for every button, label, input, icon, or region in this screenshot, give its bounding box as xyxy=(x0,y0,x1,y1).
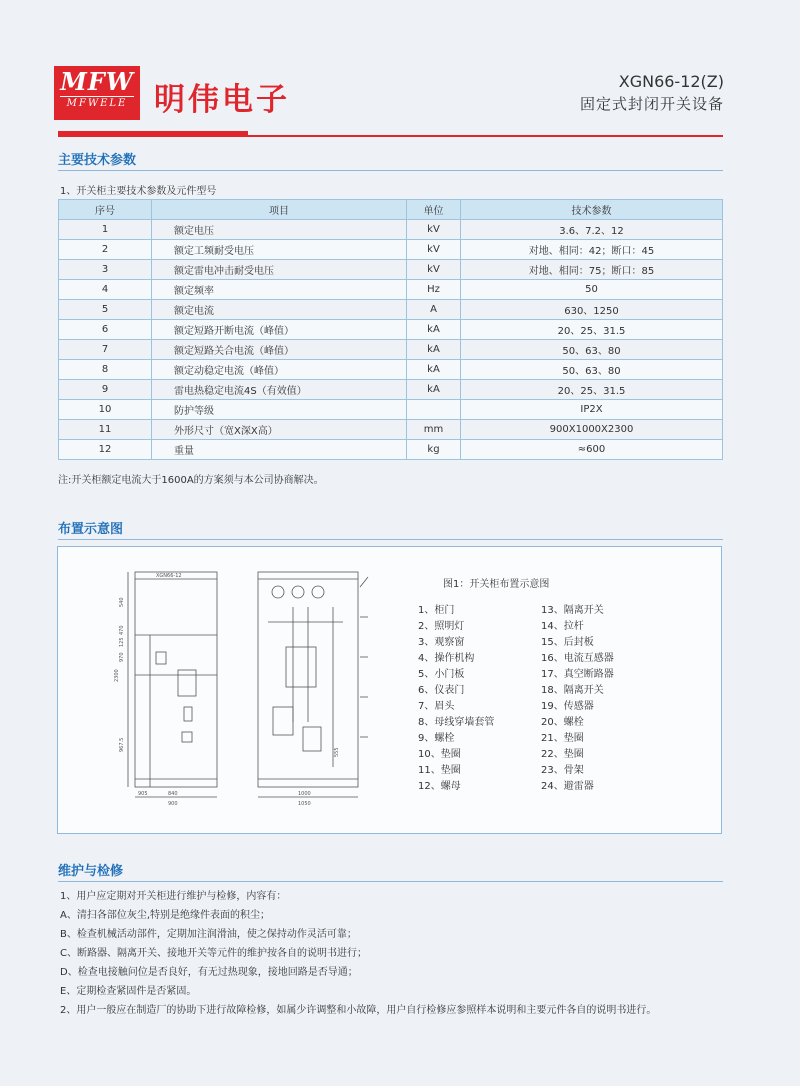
dim-905: 905 xyxy=(138,791,148,797)
column-header: 技术参数 xyxy=(461,200,723,220)
cell-no: 2 xyxy=(59,240,152,260)
cell-no: 1 xyxy=(59,220,152,240)
cell-unit: mm xyxy=(407,420,461,440)
cell-no: 3 xyxy=(59,260,152,280)
cell-value: 对地、相同：42；断口：45 xyxy=(461,240,723,260)
legend-item: 9、螺栓 xyxy=(418,733,455,744)
cell-value: 20、25、31.5 xyxy=(461,320,723,340)
logo-subtext: MFWELE xyxy=(60,96,134,111)
table-row xyxy=(59,360,723,380)
section-title-maintenance: 维护与检修 xyxy=(58,864,124,879)
section-divider xyxy=(58,539,723,540)
cell-item: 额定电压 xyxy=(152,220,407,240)
column-header: 单位 xyxy=(407,200,461,220)
cell-no: 6 xyxy=(59,320,152,340)
cell-value: 50 xyxy=(461,280,723,300)
legend-item: 2、照明灯 xyxy=(418,621,465,632)
legend-item: 23、骨架 xyxy=(541,765,584,776)
legend-item: 12、螺母 xyxy=(418,781,461,792)
legend-item: 3、观察窗 xyxy=(418,637,465,648)
maintenance-line: B、检查机械活动部件，定期加注润滑油，使之保持动作灵活可靠； xyxy=(60,929,357,940)
cell-unit: kA xyxy=(407,340,461,360)
legend-item: 24、避雷器 xyxy=(541,781,594,792)
dim-470: 470 xyxy=(119,625,125,635)
legend-item: 14、拉杆 xyxy=(541,621,584,632)
cell-no: 10 xyxy=(59,400,152,420)
legend-item: 22、垫圈 xyxy=(541,749,584,760)
legend-item: 4、操作机构 xyxy=(418,653,475,664)
dim-1000: 1000 xyxy=(298,791,311,797)
legend-item: 5、小门板 xyxy=(418,669,465,680)
header-divider xyxy=(58,135,723,137)
legend-item: 7、眉头 xyxy=(418,701,455,712)
section-title-specs: 主要技术参数 xyxy=(58,153,137,168)
cell-unit: kg xyxy=(407,440,461,460)
cell-value: 900X1000X2300 xyxy=(461,420,723,440)
cell-value: 20、25、31.5 xyxy=(461,380,723,400)
maintenance-line: A、清扫各部位灰尘,特别是绝缘件表面的积尘； xyxy=(60,910,271,921)
cell-value: 50、63、80 xyxy=(461,340,723,360)
cell-item: 防护等级 xyxy=(152,400,407,420)
cell-unit: Hz xyxy=(407,280,461,300)
front-label: XGN66-12 xyxy=(156,573,182,579)
cell-item: 额定动稳定电流（峰值） xyxy=(152,360,407,380)
section-divider xyxy=(58,881,723,882)
legend-item: 11、垫圈 xyxy=(418,765,461,776)
cell-no: 8 xyxy=(59,360,152,380)
dim-1050: 1050 xyxy=(298,801,311,807)
cell-value: 630、1250 xyxy=(461,300,723,320)
table-row xyxy=(59,400,723,420)
legend-item: 16、电流互感器 xyxy=(541,653,614,664)
dim-970: 970 xyxy=(119,652,125,662)
cell-value: 3.6、7.2、12 xyxy=(461,220,723,240)
figure-caption: 图1：开关柜布置示意图 xyxy=(443,579,550,590)
table-note: 注:开关柜额定电流大于1600A的方案须与本公司协商解决。 xyxy=(58,475,324,486)
table-row xyxy=(59,260,723,280)
side-view xyxy=(258,572,368,807)
column-header: 项目 xyxy=(152,200,407,220)
cell-no: 12 xyxy=(59,440,152,460)
table-caption: 1、开关柜主要技术参数及元件型号 xyxy=(60,186,217,197)
model-name: 固定式封闭开关设备 xyxy=(579,95,724,113)
front-view xyxy=(114,572,217,807)
legend-item: 6、仪表门 xyxy=(418,685,465,696)
cell-item: 额定短路开断电流（峰值） xyxy=(152,320,407,340)
legend-item: 21、垫圈 xyxy=(541,733,584,744)
cell-item: 额定工频耐受电压 xyxy=(152,240,407,260)
dim-540: 540 xyxy=(119,597,125,607)
cell-no: 9 xyxy=(59,380,152,400)
section-title-layout: 布置示意图 xyxy=(58,522,124,537)
table-header-row xyxy=(59,200,723,220)
diagram-panel xyxy=(57,546,722,834)
dim-2300: 2300 xyxy=(114,669,120,682)
cell-item: 重量 xyxy=(152,440,407,460)
table-row xyxy=(59,300,723,320)
table-row xyxy=(59,440,723,460)
legend-item: 1、柜门 xyxy=(418,605,455,616)
maintenance-line: 2、用户一般应在制造厂的协助下进行故障检修，如属少许调整和小故障，用户自行检修应参照样本说明和主要元件各自的说明书进行。 xyxy=(60,1005,657,1016)
legend-item: 18、隔离开关 xyxy=(541,685,604,696)
table-row xyxy=(59,280,723,300)
column-header: 序号 xyxy=(59,200,152,220)
maintenance-line: C、断路器、隔离开关、接地开关等元件的维护按各自的说明书进行； xyxy=(60,948,367,959)
legend-item: 20、螺栓 xyxy=(541,717,584,728)
legend-item: 15、后封板 xyxy=(541,637,594,648)
cell-item: 额定电流 xyxy=(152,300,407,320)
cell-unit: kV xyxy=(407,240,461,260)
dim-840: 840 xyxy=(168,791,178,797)
company-name: 明伟电子 xyxy=(154,82,290,118)
table-row xyxy=(59,340,723,360)
cell-unit: kV xyxy=(407,260,461,280)
table-row xyxy=(59,320,723,340)
cell-item: 额定频率 xyxy=(152,280,407,300)
company-logo xyxy=(54,66,140,120)
cell-unit: kA xyxy=(407,360,461,380)
cell-no: 7 xyxy=(59,340,152,360)
cell-unit: A xyxy=(407,300,461,320)
cell-item: 额定雷电冲击耐受电压 xyxy=(152,260,407,280)
table-row xyxy=(59,220,723,240)
logo-mark: MFW xyxy=(60,67,134,96)
table-row xyxy=(59,240,723,260)
switchgear-drawing xyxy=(98,547,398,833)
cell-item: 雷电热稳定电流4S（有效值） xyxy=(152,380,407,400)
spec-table xyxy=(58,199,723,460)
cell-item: 外形尺寸（宽X深X高） xyxy=(152,420,407,440)
dim-555: 555 xyxy=(334,747,340,757)
cell-unit: kA xyxy=(407,380,461,400)
cell-no: 11 xyxy=(59,420,152,440)
legend-item: 13、隔离开关 xyxy=(541,605,604,616)
table-row xyxy=(59,380,723,400)
dim-900: 900 xyxy=(168,801,178,807)
cell-value: IP2X xyxy=(461,400,723,420)
cell-item: 额定短路关合电流（峰值） xyxy=(152,340,407,360)
maintenance-line: 1、用户应定期对开关柜进行维护与检修，内容有： xyxy=(60,891,287,902)
cell-value: ≈600 xyxy=(461,440,723,460)
legend-item: 8、母线穿墙套管 xyxy=(418,717,495,728)
model-code: XGN66-12(Z) xyxy=(618,72,724,91)
cell-no: 4 xyxy=(59,280,152,300)
cell-value: 50、63、80 xyxy=(461,360,723,380)
cell-unit: kV xyxy=(407,220,461,240)
cell-unit: kA xyxy=(407,320,461,340)
dim-967-5: 967.5 xyxy=(119,737,125,752)
dim-125: 125 xyxy=(119,637,125,647)
cell-unit xyxy=(407,400,461,420)
section-divider xyxy=(58,170,723,171)
maintenance-line: D、检查电接触问位是否良好，有无过热现象，接地回路是否导通； xyxy=(60,967,358,978)
cell-value: 对地、相同：75；断口：85 xyxy=(461,260,723,280)
legend-item: 17、真空断路器 xyxy=(541,669,614,680)
cell-no: 5 xyxy=(59,300,152,320)
maintenance-line: E、定期检查紧固件是否紧固。 xyxy=(60,986,197,997)
legend-item: 10、垫圈 xyxy=(418,749,461,760)
table-row xyxy=(59,420,723,440)
legend-item: 19、传感器 xyxy=(541,701,594,712)
